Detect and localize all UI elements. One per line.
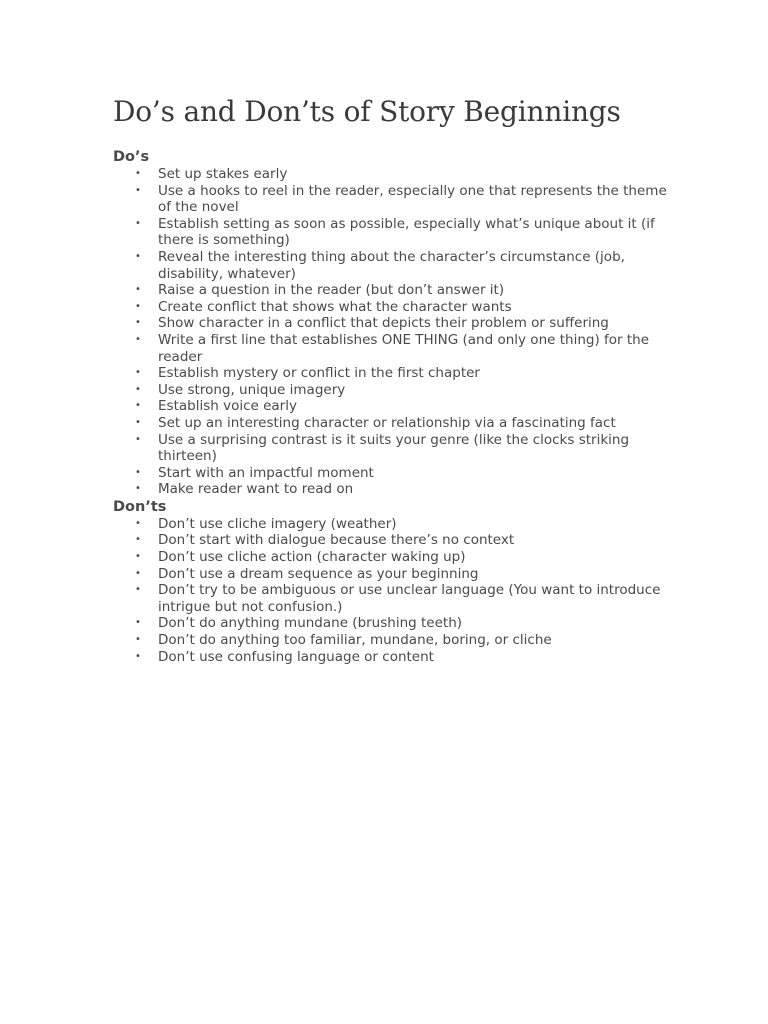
bullet-icon: • [135, 483, 141, 495]
list-item-text: Set up stakes early [158, 166, 288, 182]
list-item [113, 216, 673, 249]
list-item [113, 415, 673, 432]
document-title: Do’s and Don’ts of Story Beginnings [113, 95, 621, 128]
list-item [113, 532, 673, 549]
list-item-text: Make reader want to read on [158, 481, 354, 498]
bullet-icon: • [135, 416, 141, 428]
list-item-text: Don’t do anything mundane (brushing teeth) [158, 615, 463, 632]
list-item-text: Write a first line that establishes ONE THING (and only one thing) for the reader [158, 331, 650, 365]
list-item [113, 315, 673, 332]
list-item [113, 649, 673, 666]
bullet-icon: • [135, 584, 141, 596]
bullet-icon: • [135, 634, 141, 646]
list-item-text: Don’t do anything too familiar, mundane, boring, or cliche [158, 632, 552, 649]
bullet-icon: • [135, 551, 141, 563]
bullet-icon: • [135, 168, 141, 179]
list-item [113, 332, 673, 365]
list-item [113, 582, 673, 615]
bullet-icon: • [135, 383, 141, 395]
bullet-icon: • [135, 650, 141, 662]
list-item [113, 615, 673, 632]
bullet-icon: • [135, 317, 141, 329]
list-item [113, 465, 673, 482]
bullet-icon: • [135, 250, 141, 262]
list-item-text: Create conflict that shows what the character wants [158, 298, 512, 315]
list-item-text: Raise a question in the reader (but don’t answer it) [158, 282, 505, 299]
list-item [113, 632, 673, 649]
bullet-icon: • [135, 466, 141, 478]
list-item-text: Don’t try to be ambiguous or use unclear language (You want to introduce intrigue but not confusion.) [158, 582, 661, 615]
list-item-text: Start with an impactful moment [158, 464, 374, 481]
list-item-text: Establish voice early [158, 398, 297, 415]
bullet-icon: • [135, 534, 141, 546]
list-item [113, 299, 673, 316]
bullet-icon: • [135, 184, 141, 196]
list-item-text: Don’t use confusing language or content [158, 648, 434, 665]
list-item-text: Establish setting as soon as possible, especially what’s unique about it (if there is something) [158, 215, 655, 249]
bullet-icon: • [135, 433, 141, 445]
bullet-icon: • [135, 617, 141, 629]
list-item [113, 249, 673, 282]
list-item-text: Establish mystery or conflict in the first chapter [158, 365, 480, 382]
dos-list [113, 166, 673, 498]
bullet-icon: • [135, 217, 141, 229]
section-dos [113, 148, 673, 498]
list-item [113, 282, 673, 299]
bullet-icon: • [135, 367, 141, 379]
bullet-icon: • [135, 333, 141, 345]
section-heading-donts: Don’ts [113, 498, 167, 515]
list-item-text: Don’t use cliche imagery (weather) [158, 515, 397, 532]
list-item [113, 516, 673, 533]
donts-list [113, 516, 673, 665]
list-item [113, 549, 673, 566]
list-item [113, 566, 673, 583]
list-item-text: Don’t use a dream sequence as your beginning [158, 565, 479, 582]
list-item-text: Show character in a conflict that depicts their problem or suffering [158, 315, 609, 332]
list-item-text: Don’t start with dialogue because there’s no context [158, 532, 515, 549]
list-item-text: Don’t use cliche action (character waking up) [158, 549, 466, 566]
list-item-text: Use strong, unique imagery [158, 381, 346, 398]
list-item-text: Set up an interesting character or relationship via a fascinating fact [158, 414, 616, 431]
bullet-icon: • [135, 517, 141, 529]
bullet-icon: • [135, 400, 141, 412]
list-item [113, 166, 673, 183]
list-item-text: Use a surprising contrast is it suits your genre (like the clocks striking thirteen) [158, 431, 630, 465]
list-item-text: Reveal the interesting thing about the character’s circumstance (job, disability, whatever) [158, 248, 625, 282]
list-item [113, 432, 673, 465]
bullet-icon: • [135, 567, 141, 579]
section-donts [113, 498, 673, 665]
list-item [113, 183, 673, 216]
list-item [113, 481, 673, 498]
section-heading-dos: Do’s [113, 149, 150, 165]
document-page [113, 92, 673, 665]
list-item [113, 365, 673, 382]
list-item-text: Use a hooks to reel in the reader, especially one that represents the theme of the novel [158, 182, 667, 216]
bullet-icon: • [135, 300, 141, 312]
bullet-icon: • [135, 284, 141, 296]
list-item [113, 398, 673, 415]
list-item [113, 382, 673, 399]
